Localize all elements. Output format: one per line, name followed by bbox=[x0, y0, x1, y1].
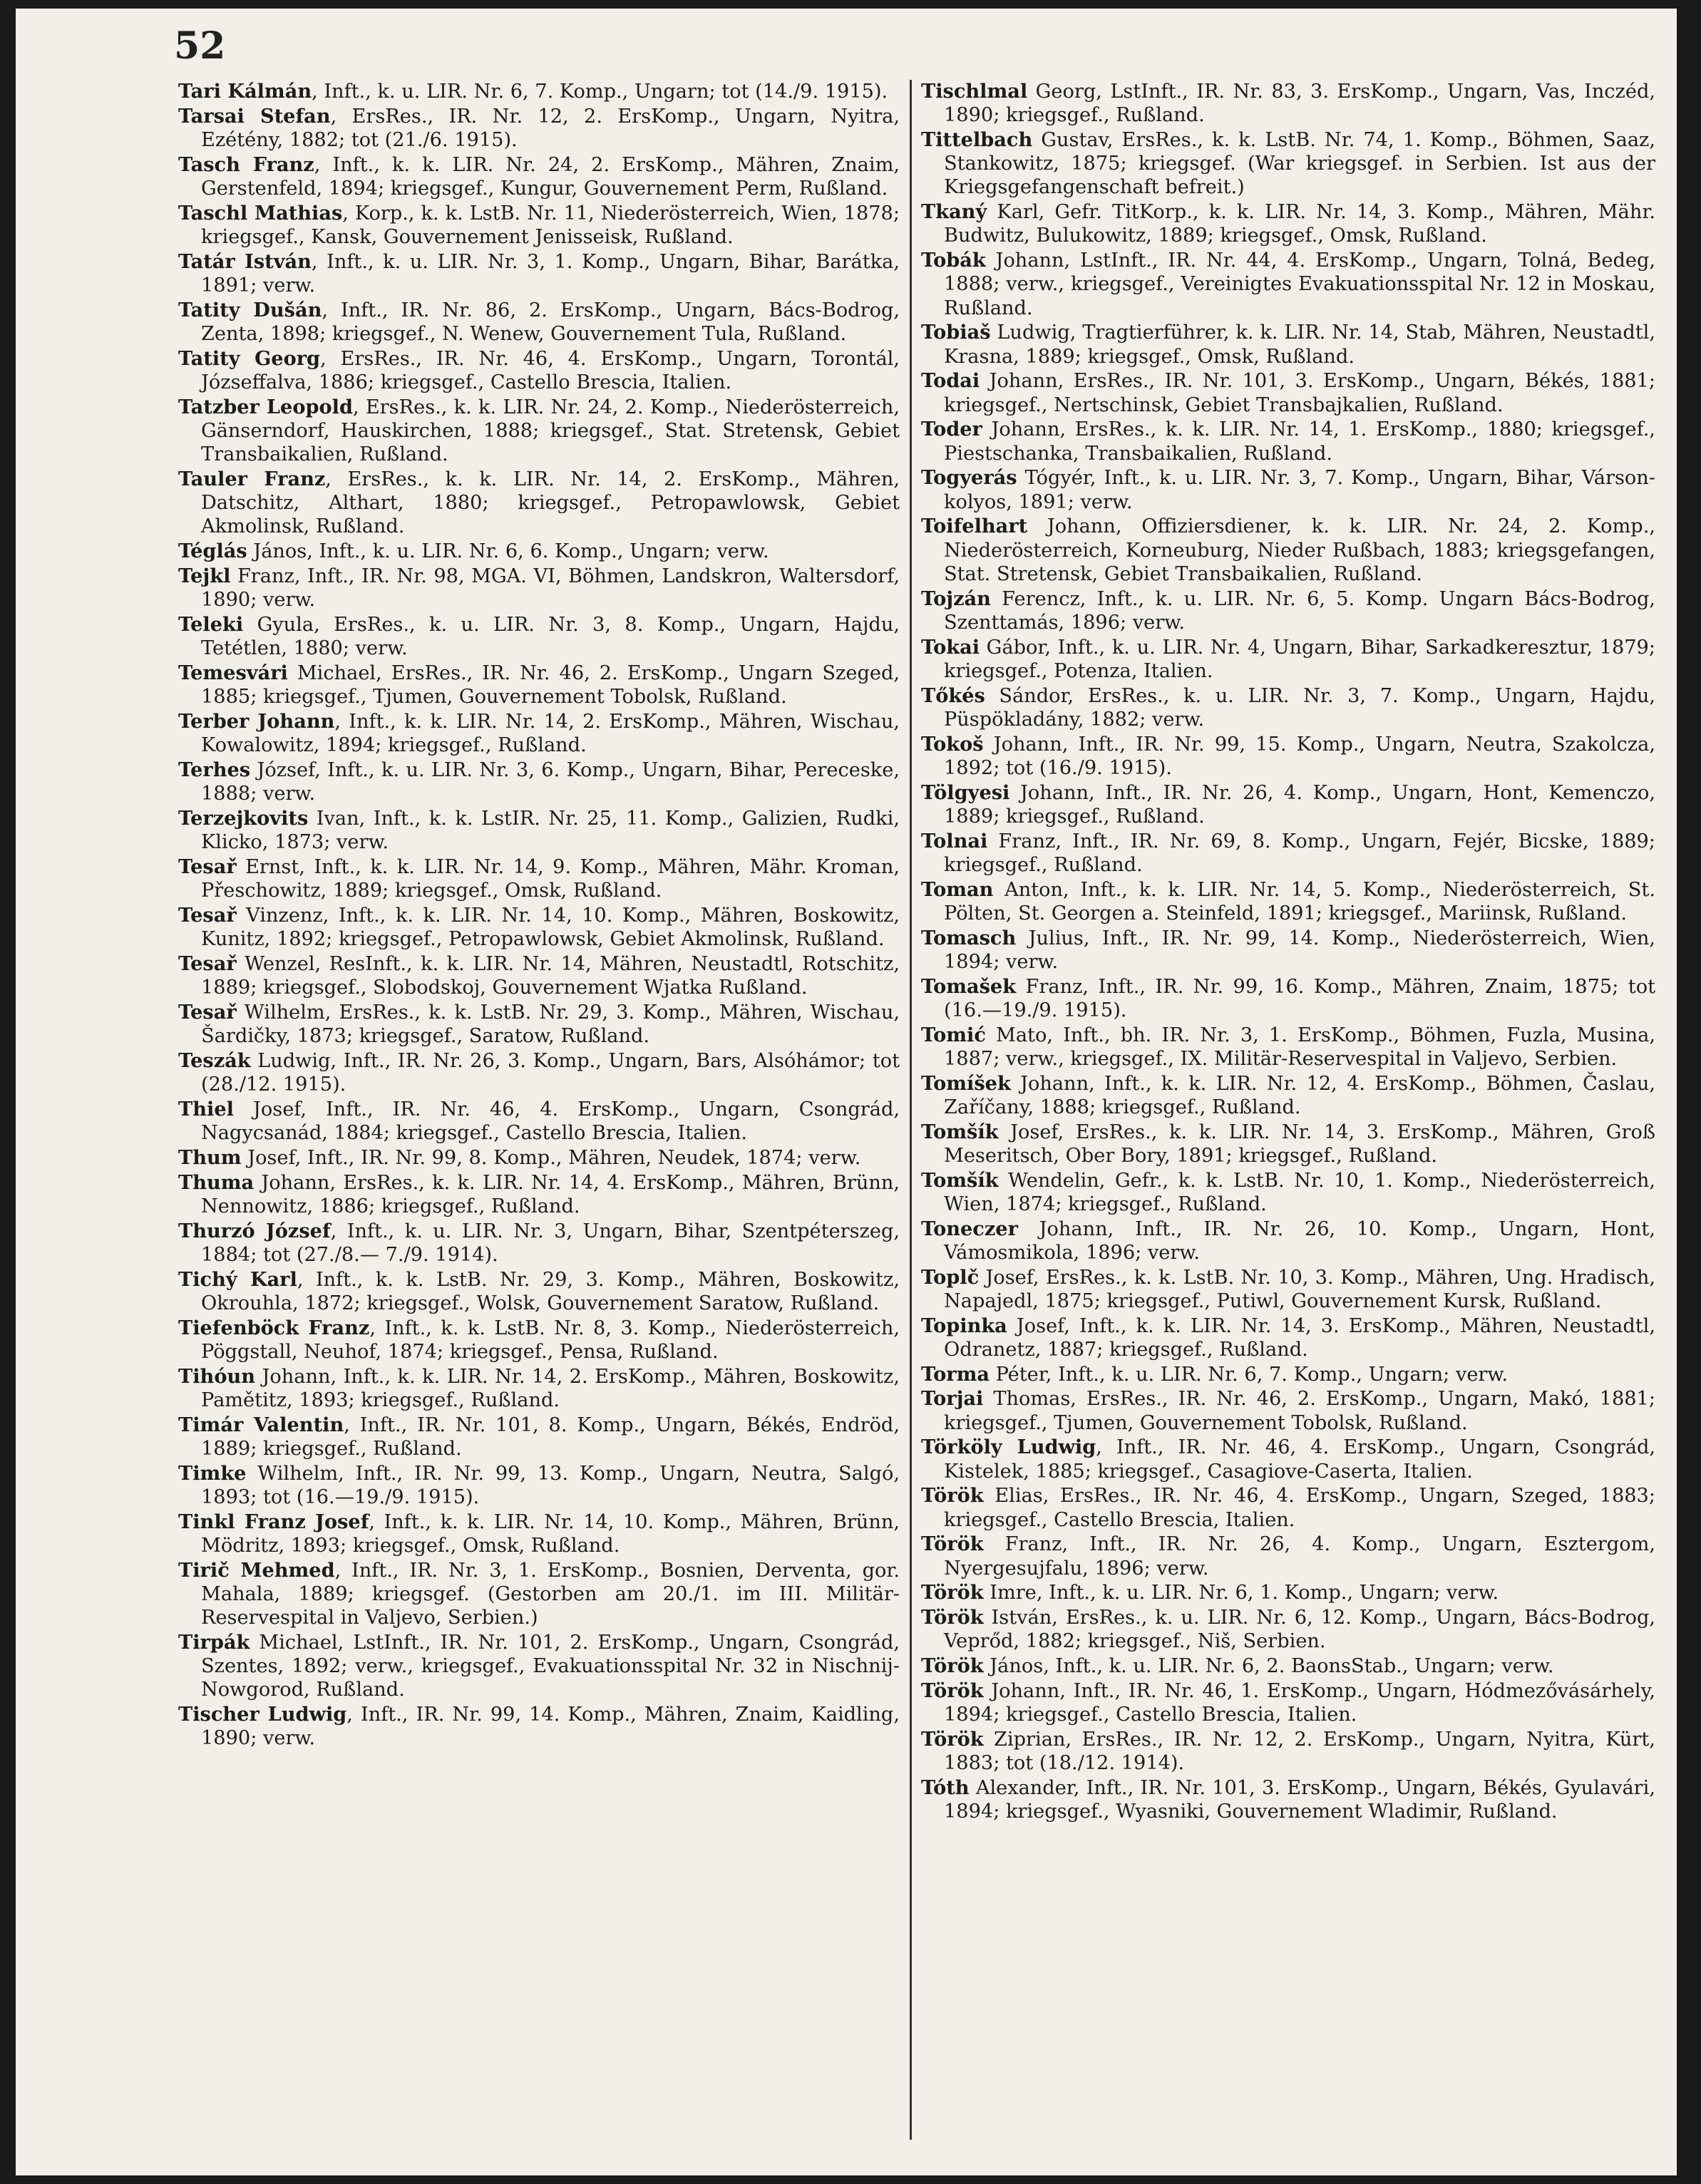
list-entry bbox=[921, 927, 1655, 974]
list-entry bbox=[178, 855, 900, 902]
entry-surname: Toman bbox=[921, 877, 994, 901]
entry-details: , Inft., k. k. LstB. Nr. 29, 3. Komp., Mähren, Boskowitz, Okrouhla, 1872; kriegsgef., Wolsk, Gouvernement Saratow, Rußland. bbox=[201, 1268, 900, 1314]
list-entry bbox=[921, 1654, 1655, 1678]
list-entry bbox=[178, 1049, 900, 1096]
list-entry bbox=[921, 1581, 1655, 1604]
entry-surname: Tischlmal bbox=[921, 80, 1028, 103]
entry-surname: Török bbox=[921, 1581, 984, 1604]
list-entry bbox=[921, 1024, 1655, 1071]
left-column bbox=[178, 80, 900, 2161]
entry-surname: Terber Johann bbox=[178, 710, 335, 733]
entry-surname: Tóth bbox=[921, 1776, 970, 1799]
entry-details: Franz, Inft., IR. Nr. 99, 16. Komp., Mähren, Znaim, 1875; tot (16.—19./9. 1915). bbox=[944, 975, 1655, 1021]
entry-surname: Tomašek bbox=[921, 974, 1017, 998]
entry-surname: Temesvári bbox=[178, 661, 288, 684]
list-entry bbox=[178, 1510, 900, 1557]
list-entry bbox=[178, 1365, 900, 1412]
entry-details: Johann, LstInft., IR. Nr. 44, 4. ErsKomp., Ungarn, Tolná, Bedeg, 1888; verw., kriegsgef., Vereinigtes Evakuationsspital Nr. 12 in Moskau, Rußland. bbox=[944, 249, 1655, 319]
entry-details: , Inft., IR. Nr. 46, 4. ErsKomp., Ungarn, Csongrád, Kistelek, 1885; kriegsgef., Casagiove-Caserta, Italien. bbox=[944, 1436, 1655, 1483]
entry-details: Gábor, Inft., k. u. LIR. Nr. 4, Ungarn, Bihar, Sarkadkeresztur, 1879; kriegsgef., Potenza, Italien. bbox=[944, 636, 1655, 682]
list-entry bbox=[921, 1776, 1655, 1823]
list-entry bbox=[921, 684, 1655, 731]
list-entry bbox=[921, 249, 1655, 320]
entry-surname: Tokai bbox=[921, 635, 980, 659]
entry-surname: Torjai bbox=[921, 1387, 984, 1411]
entry-details: , ErsRes., IR. Nr. 46, 4. ErsKomp., Ungarn, Torontál, Józseffalva, 1886; kriegsgef., Castello Brescia, Italien. bbox=[201, 347, 900, 393]
list-entry bbox=[178, 1171, 900, 1218]
entry-surname: Taschl Mathias bbox=[178, 201, 343, 225]
entry-surname: Tasch Franz bbox=[178, 153, 314, 176]
entry-surname: Thiel bbox=[178, 1098, 234, 1121]
list-entry bbox=[921, 1314, 1655, 1361]
entry-surname: Törköly Ludwig bbox=[921, 1436, 1096, 1459]
list-entry bbox=[921, 1533, 1655, 1580]
entry-details: Franz, Inft., IR. Nr. 98, MGA. VI, Böhmen, Landskron, Waltersdorf, 1890; verw. bbox=[201, 565, 900, 612]
entry-details: Franz, Inft., IR. Nr. 69, 8. Komp., Ungarn, Fejér, Bicske, 1889; kriegsgef., Rußland. bbox=[944, 830, 1655, 876]
entry-surname: Topinka bbox=[921, 1314, 1007, 1337]
entry-details: Gustav, ErsRes., k. k. LstB. Nr. 74, 1. Komp., Böhmen, Saaz, Stankowitz, 1875; kriegsgef. (War kriegsgef. in Serbien. Ist aus der Kriegsgefangenschaft befreit.) bbox=[944, 129, 1655, 199]
list-entry bbox=[921, 515, 1655, 586]
list-entry bbox=[921, 1436, 1655, 1483]
entry-surname: Tarsai Stefan bbox=[178, 104, 331, 128]
list-entry bbox=[921, 369, 1655, 416]
entry-details: János, Inft., k. u. LIR. Nr. 6, 2. BaonsStab., Ungarn; verw. bbox=[983, 1655, 1554, 1678]
entry-details: , Inft., IR. Nr. 99, 14. Komp., Mähren, Znaim, Kaidling, 1890; verw. bbox=[201, 1704, 900, 1750]
entry-surname: Tihóun bbox=[178, 1364, 255, 1388]
entry-details: Johann, Inft., IR. Nr. 46, 1. ErsKomp., Ungarn, Hódmezővásárhely, 1894; kriegsgef., Castello Brescia, Italien. bbox=[944, 1680, 1655, 1726]
entry-details: Johann, ErsRes., k. k. LIR. Nr. 14, 4. ErsKomp., Mähren, Brünn, Nennowitz, 1886; kriegsgef., Rußland. bbox=[201, 1171, 900, 1217]
list-entry bbox=[921, 200, 1655, 247]
entry-details: Ludwig, Inft., IR. Nr. 26, 3. Komp., Ungarn, Bars, Alsóhámor; tot (28./12. 1915). bbox=[201, 1050, 900, 1096]
entry-surname: Tinkl Franz Josef bbox=[178, 1510, 369, 1533]
entry-surname: Tesař bbox=[178, 855, 237, 878]
list-entry bbox=[178, 952, 900, 999]
entry-details: Tógyér, Inft., k. u. LIR. Nr. 3, 7. Komp., Ungarn, Bihar, Vársonkolyos, 1891; verw. bbox=[944, 467, 1655, 513]
list-entry bbox=[921, 781, 1655, 828]
entry-surname: Tejkl bbox=[178, 565, 231, 587]
entry-details: , Inft., k. k. LstB. Nr. 8, 3. Komp., Niederösterreich, Pöggstall, Neuhof, 1874; kriegsgef., Pensa, Rußland. bbox=[201, 1317, 900, 1363]
entry-details: Alexander, Inft., IR. Nr. 101, 3. ErsKomp., Ungarn, Békés, Gyulavári, 1894; kriegsgef., Wyasniki, Gouvernement Wladimir, Rußland. bbox=[944, 1777, 1655, 1823]
entry-details: Johann, Inft., IR. Nr. 26, 10. Komp., Ungarn, Hont, Vámosmikola, 1896; verw. bbox=[944, 1217, 1655, 1264]
entry-details: , Inft., k. k. LIR. Nr. 14, 10. Komp., Mähren, Brünn, Mödritz, 1893; kriegsgef., Omsk, Rußland. bbox=[201, 1510, 900, 1557]
entry-details: István, ErsRes., k. u. LIR. Nr. 6, 12. Komp., Ungarn, Bács-Bodrog, Veprőd, 1882; kriegsgef., Niš, Serbien. bbox=[944, 1607, 1655, 1653]
list-entry bbox=[178, 540, 900, 563]
list-entry bbox=[921, 1169, 1655, 1216]
entry-details: , Inft., k. u. LIR. Nr. 3, Ungarn, Bihar, Szentpéterszeg, 1884; tot (27./8.— 7./9. 1914). bbox=[201, 1220, 900, 1266]
entry-surname: Tittelbach bbox=[921, 128, 1033, 151]
list-entry bbox=[178, 1146, 900, 1170]
entry-details: Thomas, ErsRes., IR. Nr. 46, 2. ErsKomp., Ungarn, Makó, 1881; kriegsgef., Tjumen, Gouvernement Tobolsk, Rußland. bbox=[944, 1388, 1655, 1434]
entry-details: Gyula, ErsRes., k. u. LIR. Nr. 3, 8. Komp., Ungarn, Hajdu, Tetétlen, 1880; verw. bbox=[201, 614, 900, 660]
list-entry bbox=[921, 1679, 1655, 1726]
list-entry bbox=[178, 565, 900, 612]
entry-surname: Tatzber Leopold bbox=[178, 395, 353, 418]
entry-surname: Timke bbox=[178, 1461, 247, 1485]
entry-details: János, Inft., k. u. LIR. Nr. 6, 6. Komp., Ungarn; verw. bbox=[247, 540, 769, 563]
entry-details: Michael, LstInft., IR. Nr. 101, 2. ErsKomp., Ungarn, Csongrád, Szentes, 1892; verw., kriegsgef., Evakuationsspital Nr. 32 in Nischnij-Nowgorod, Rußland. bbox=[201, 1632, 900, 1701]
list-entry bbox=[178, 153, 900, 200]
column-divider bbox=[910, 80, 912, 2140]
entry-details: , Inft., k. u. LIR. Nr. 6, 7. Komp., Ungarn; tot (14./9. 1915). bbox=[312, 81, 888, 103]
list-entry bbox=[921, 418, 1655, 465]
list-entry bbox=[921, 830, 1655, 877]
list-entry bbox=[178, 807, 900, 854]
entry-details: Johann, ErsRes., IR. Nr. 101, 3. ErsKomp., Ungarn, Békés, 1881; kriegsgef., Nertschinsk, Gebiet Transbajkalien, Rußland. bbox=[944, 370, 1655, 416]
entry-surname: Toifelhart bbox=[921, 515, 1028, 538]
list-entry bbox=[178, 1462, 900, 1509]
entry-details: Elias, ErsRes., IR. Nr. 46, 4. ErsKomp., Ungarn, Szeged, 1883; kriegsgef., Castello Brescia, Italien. bbox=[944, 1485, 1655, 1531]
list-entry bbox=[921, 975, 1655, 1022]
list-entry bbox=[921, 1484, 1655, 1531]
entry-surname: Tirpák bbox=[178, 1631, 250, 1654]
entry-surname: Toder bbox=[921, 418, 982, 441]
list-entry bbox=[921, 128, 1655, 200]
entry-surname: Thum bbox=[178, 1146, 242, 1169]
entry-surname: Thurzó József bbox=[178, 1219, 331, 1242]
entry-surname: Tomasch bbox=[921, 926, 1017, 949]
entry-details: Johann, Inft., IR. Nr. 99, 15. Komp., Ungarn, Neutra, Szakolcza, 1892; tot (16./9. 1915). bbox=[944, 733, 1655, 779]
entry-surname: Togyerás bbox=[921, 466, 1017, 490]
list-entry bbox=[178, 250, 900, 297]
entry-surname: Torma bbox=[921, 1362, 990, 1386]
entry-surname: Török bbox=[921, 1679, 984, 1702]
entry-surname: Téglás bbox=[178, 540, 247, 563]
entry-surname: Tobiaš bbox=[921, 321, 991, 344]
entry-details: Anton, Inft., k. k. LIR. Nr. 14, 5. Komp., Niederösterreich, St. Pölten, St. Georgen a. Steinfeld, 1891; kriegsgef., Mariinsk, Rußland. bbox=[944, 878, 1655, 924]
list-entry bbox=[178, 661, 900, 709]
entry-details: Johann, Inft., k. k. LIR. Nr. 14, 2. ErsKomp., Mähren, Boskowitz, Pamětitz, 1893; kriegsgef., Rußland. bbox=[201, 1365, 900, 1411]
entry-surname: Tomšík bbox=[921, 1168, 999, 1192]
entry-details: Mato, Inft., bh. IR. Nr. 3, 1. ErsKomp., Böhmen, Fuzla, Musina, 1887; verw., kriegsgef., IX. Militär-Reservespital in Valjevo, Serbien. bbox=[944, 1024, 1655, 1070]
list-entry bbox=[178, 202, 900, 249]
entry-surname: Tőkés bbox=[921, 684, 985, 707]
list-entry bbox=[178, 396, 900, 467]
entry-surname: Toneczer bbox=[921, 1217, 1018, 1240]
entry-details: Karl, Gefr. TitKorp., k. k. LIR. Nr. 14, 3. Komp., Mähren, Mähr. Budwitz, Bulukowitz, 1889; kriegsgef., Omsk, Rußland. bbox=[944, 201, 1655, 247]
entry-surname: Tokoš bbox=[921, 732, 984, 756]
list-entry bbox=[921, 636, 1655, 683]
page-number: 52 bbox=[174, 24, 226, 68]
entry-details: Wendelin, Gefr., k. k. LstB. Nr. 10, 1. Komp., Niederösterreich, Wien, 1874; kriegsgef., Rußland. bbox=[944, 1169, 1655, 1215]
entry-surname: Timár Valentin bbox=[178, 1413, 344, 1436]
list-entry bbox=[921, 1606, 1655, 1653]
list-entry bbox=[178, 1559, 900, 1630]
entry-surname: Tesař bbox=[178, 904, 237, 927]
entry-surname: Tirič Mehmed bbox=[178, 1558, 335, 1582]
entry-details: Ludwig, Tragtierführer, k. k. LIR. Nr. 14, Stab, Mähren, Neustadtl, Krasna, 1889; kriegsgef., Omsk, Rußland. bbox=[944, 321, 1655, 368]
list-entry bbox=[921, 1363, 1655, 1386]
list-entry bbox=[178, 1098, 900, 1145]
entry-surname: Tomšík bbox=[921, 1120, 999, 1143]
entry-surname: Tesař bbox=[178, 1001, 237, 1024]
list-entry bbox=[921, 80, 1655, 127]
entry-surname: Toplč bbox=[921, 1265, 980, 1289]
entry-surname: Tobák bbox=[921, 249, 986, 272]
entry-details: , Inft., k. u. LIR. Nr. 3, 1. Komp., Ungarn, Bihar, Barátka, 1891; verw. bbox=[201, 250, 900, 297]
entry-details: , ErsRes., k. k. LIR. Nr. 24, 2. Komp., Niederösterreich, Gänserndorf, Hauskirchen, 1888; kriegsgef., Stat. Stretensk, Gebiet Transbaikalien, Rußland. bbox=[201, 396, 900, 466]
entry-surname: Tatár István bbox=[178, 249, 312, 273]
entry-surname: Terhes bbox=[178, 758, 251, 781]
entry-surname: Török bbox=[921, 1728, 984, 1751]
entry-details: , Inft., IR. Nr. 86, 2. ErsKomp., Ungarn, Bács-Bodrog, Zenta, 1898; kriegsgef., N. Wenew, Gouvernement Tula, Rußland. bbox=[201, 299, 900, 345]
entry-details: Franz, Inft., IR. Nr. 26, 4. Komp., Ungarn, Esztergom, Nyergesujfalu, 1896; verw. bbox=[944, 1533, 1655, 1580]
list-entry bbox=[178, 468, 900, 539]
entry-details: Péter, Inft., k. u. LIR. Nr. 6, 7. Komp., Ungarn; verw. bbox=[989, 1363, 1509, 1386]
entry-details: Michael, ErsRes., IR. Nr. 46, 2. ErsKomp., Ungarn Szeged, 1885; kriegsgef., Tjumen, Gouvernement Tobolsk, Rußland. bbox=[201, 662, 900, 709]
entry-details: Josef, ErsRes., k. k. LstB. Nr. 10, 3. Komp., Mähren, Ung. Hradisch, Napajedl, 1875; kriegsgef., Putiwl, Gouvernement Kursk, Rußland. bbox=[944, 1266, 1655, 1312]
entry-surname: Teleki bbox=[178, 613, 244, 636]
entry-surname: Teszák bbox=[178, 1049, 251, 1072]
list-entry bbox=[921, 1072, 1655, 1119]
list-entry bbox=[921, 878, 1655, 925]
entry-surname: Tiefenböck Franz bbox=[178, 1316, 370, 1339]
entry-details: Sándor, ErsRes., k. u. LIR. Nr. 3, 7. Komp., Ungarn, Hajdu, Püspökladány, 1882; verw. bbox=[944, 684, 1655, 731]
entry-details: Ernst, Inft., k. k. LIR. Nr. 14, 9. Komp., Mähren, Mähr. Kroman, Přeschowitz, 1889; kriegsgef., Omsk, Rußland. bbox=[201, 856, 900, 902]
entry-details: Johann, ErsRes., k. k. LIR. Nr. 14, 1. ErsKomp., 1880; kriegsgef., Piestschanka, Transbaikalien, Rußland. bbox=[944, 418, 1655, 465]
entry-surname: Tesař bbox=[178, 952, 237, 975]
list-entry bbox=[178, 80, 900, 103]
list-entry bbox=[178, 1413, 900, 1461]
entry-details: Georg, LstInft., IR. Nr. 83, 3. ErsKomp., Ungarn, Vas, Inczéd, 1890; kriegsgef., Rußland. bbox=[944, 81, 1655, 127]
entry-surname: Török bbox=[921, 1606, 984, 1629]
list-entry bbox=[178, 1268, 900, 1315]
entry-details: , ErsRes., IR. Nr. 12, 2. ErsKomp., Ungarn, Nyitra, Ezétény, 1882; tot (21./6. 1915). bbox=[201, 105, 900, 151]
entry-surname: Tomić bbox=[921, 1023, 986, 1046]
right-column bbox=[921, 80, 1655, 2161]
entry-details: Ziprian, ErsRes., IR. Nr. 12, 2. ErsKomp., Ungarn, Nyitra, Kürt, 1883; tot (18./12. 1914). bbox=[944, 1729, 1655, 1775]
entry-details: Josef, Inft., IR. Nr. 99, 8. Komp., Mähren, Neudek, 1874; verw. bbox=[241, 1147, 861, 1169]
entry-details: Josef, Inft., k. k. LIR. Nr. 14, 3. ErsKomp., Mähren, Neustadtl, Odranetz, 1887; kriegsgef., Rußland. bbox=[944, 1314, 1655, 1361]
list-entry bbox=[178, 758, 900, 805]
list-entry bbox=[178, 347, 900, 394]
entry-details: , ErsRes., k. k. LIR. Nr. 14, 2. ErsKomp., Mähren, Datschitz, Althart, 1880; kriegsgef., Petropawlowsk, Gebiet Akmolinsk, Rußland. bbox=[201, 468, 900, 538]
list-entry bbox=[178, 613, 900, 660]
list-entry bbox=[921, 466, 1655, 513]
list-entry bbox=[921, 587, 1655, 634]
list-entry bbox=[178, 1631, 900, 1702]
entry-surname: Tkaný bbox=[921, 200, 987, 224]
entry-surname: Török bbox=[921, 1654, 984, 1678]
entry-details: Wenzel, ResInft., k. k. LIR. Nr. 14, Mähren, Neustadtl, Rotschitz, 1889; kriegsgef., Slobodskoj, Gouvernement Wjatka Rußland. bbox=[201, 953, 900, 999]
list-entry bbox=[921, 1387, 1655, 1434]
entry-surname: Tölgyesi bbox=[921, 781, 1010, 804]
entry-surname: Tojzán bbox=[921, 587, 991, 610]
entry-surname: Tischer Ludwig bbox=[178, 1703, 347, 1726]
entry-surname: Török bbox=[921, 1533, 984, 1556]
entry-details: , Inft., IR. Nr. 3, 1. ErsKomp., Bosnien, Derventa, gor. Mahala, 1889; kriegsgef. (Gestorben am 20./1. im III. Militär-Reservespital in Valjevo, Serbien.) bbox=[201, 1559, 900, 1629]
entry-surname: Thuma bbox=[178, 1170, 255, 1194]
entry-details: , Inft., k. k. LIR. Nr. 24, 2. ErsKomp., Mähren, Znaim, Gerstenfeld, 1894; kriegsgef., Kungur, Gouvernement Perm, Rußland. bbox=[201, 153, 900, 200]
entry-surname: Tomíšek bbox=[921, 1071, 1011, 1095]
list-entry bbox=[178, 710, 900, 757]
entry-details: Ferencz, Inft., k. u. LIR. Nr. 6, 5. Komp. Ungarn Bács-Bodrog, Szenttamás, 1896; verw. bbox=[944, 587, 1655, 634]
list-entry bbox=[921, 733, 1655, 780]
entry-details: Johann, Offiziersdiener, k. k. LIR. Nr. 24, 2. Komp., Niederösterreich, Korneuburg, Nieder Rußbach, 1883; kriegsgefangen, Stat. Stretensk, Gebiet Transbaikalien, Rußland. bbox=[944, 515, 1655, 585]
list-entry bbox=[178, 1703, 900, 1750]
list-entry bbox=[921, 1217, 1655, 1264]
list-entry bbox=[178, 299, 900, 346]
entry-details: Wilhelm, Inft., IR. Nr. 99, 13. Komp., Ungarn, Neutra, Salgó, 1893; tot (16.—19./9. 1915). bbox=[201, 1462, 900, 1508]
entry-surname: Terzejkovits bbox=[178, 807, 309, 830]
entry-surname: Tauler Franz bbox=[178, 468, 326, 490]
page-sheet bbox=[16, 9, 1677, 2175]
entry-surname: Török bbox=[921, 1484, 984, 1508]
entry-surname: Todai bbox=[921, 369, 980, 393]
list-entry bbox=[178, 1317, 900, 1364]
entry-surname: Tolnai bbox=[921, 829, 988, 853]
list-entry bbox=[178, 1220, 900, 1267]
list-entry bbox=[921, 1266, 1655, 1313]
list-entry bbox=[178, 105, 900, 152]
entry-details: József, Inft., k. u. LIR. Nr. 3, 6. Komp., Ungarn, Bihar, Pereceske, 1888; verw. bbox=[201, 759, 900, 805]
entry-details: Wilhelm, ErsRes., k. k. LstB. Nr. 29, 3. Komp., Mähren, Wischau, Šardičky, 1873; kriegsgef., Saratow, Rußland. bbox=[201, 1001, 900, 1048]
list-entry bbox=[921, 1121, 1655, 1168]
entry-details: Vinzenz, Inft., k. k. LIR. Nr. 14, 10. Komp., Mähren, Boskowitz, Kunitz, 1892; kriegsgef., Petropawlowsk, Gebiet Akmolinsk, Rußland. bbox=[201, 905, 900, 951]
entry-surname: Tatity Dušán bbox=[178, 298, 322, 321]
entry-details: Julius, Inft., IR. Nr. 99, 14. Komp., Niederösterreich, Wien, 1894; verw. bbox=[944, 927, 1655, 973]
entry-details: Ivan, Inft., k. k. LstIR. Nr. 25, 11. Komp., Galizien, Rudki, Klicko, 1873; verw. bbox=[201, 808, 900, 854]
entry-details: Josef, Inft., IR. Nr. 46, 4. ErsKomp., Ungarn, Csongrád, Nagycsanád, 1884; kriegsgef., Castello Brescia, Italien. bbox=[201, 1098, 900, 1145]
entry-details: , Inft., IR. Nr. 101, 8. Komp., Ungarn, Békés, Endröd, 1889; kriegsgef., Rußland. bbox=[201, 1413, 900, 1460]
entry-details: , Inft., k. k. LIR. Nr. 14, 2. ErsKomp., Mähren, Wischau, Kowalowitz, 1894; kriegsgef., Rußland. bbox=[201, 711, 900, 757]
entry-surname: Tatity Georg bbox=[178, 346, 321, 370]
entry-details: , Korp., k. k. LstB. Nr. 11, Niederösterreich, Wien, 1878; kriegsgef., Kansk, Gouvernement Jenisseisk, Rußland. bbox=[201, 202, 900, 248]
list-entry bbox=[178, 904, 900, 951]
entry-details: Johann, Inft., k. k. LIR. Nr. 12, 4. ErsKomp., Böhmen, Časlau, Zaříčany, 1888; kriegsgef., Rußland. bbox=[944, 1072, 1655, 1118]
list-entry bbox=[921, 1728, 1655, 1775]
entry-details: Imre, Inft., k. u. LIR. Nr. 6, 1. Komp., Ungarn; verw. bbox=[983, 1582, 1499, 1604]
list-entry bbox=[921, 321, 1655, 368]
list-entry bbox=[178, 1001, 900, 1048]
entry-details: Josef, ErsRes., k. k. LIR. Nr. 14, 3. ErsKomp., Mähren, Groß Meseritsch, Ober Bory, 1891; kriegsgef., Rußland. bbox=[944, 1121, 1655, 1167]
entry-surname: Tari Kálmán bbox=[178, 80, 312, 103]
entry-surname: Tichý Karl bbox=[178, 1267, 297, 1291]
entry-details: Johann, Inft., IR. Nr. 26, 4. Komp., Ungarn, Hont, Kemenczo, 1889; kriegsgef., Rußland. bbox=[944, 781, 1655, 828]
